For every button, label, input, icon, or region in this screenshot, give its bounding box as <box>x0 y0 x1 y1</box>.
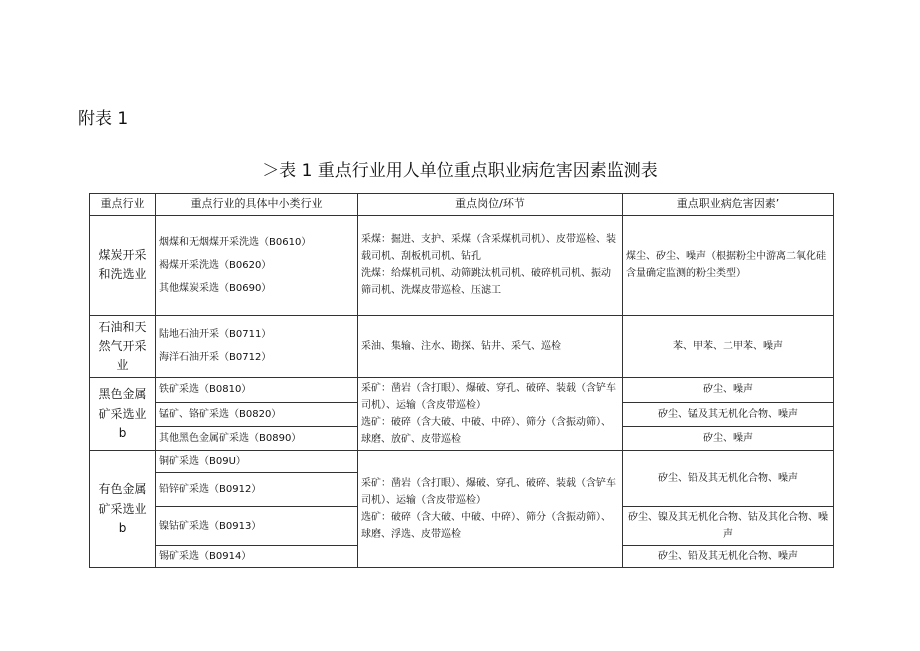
sub-industry-cell: 其他黑色金属矿采选（B0890） <box>156 426 358 450</box>
hazard-factor-cell: 矽尘、铅及其无机化合物、噪声 <box>623 546 834 568</box>
header-row <box>90 194 834 216</box>
post-cell: 采矿：凿岩（含打眼）、爆破、穿孔、破碎、装载（含铲车司机）、运输（含皮带巡检） 选矿：破碎（含大破、中破、中碎）、筛分（含振动筛）、球磨、浮选、皮带巡检 <box>358 451 623 568</box>
sub-industry-item: 海洋石油开采（B0712） <box>159 352 272 364</box>
sub-industry-cell: 锡矿采选（B0914） <box>156 546 358 568</box>
sub-industry-cell: 锰矿、铬矿采选（B0820） <box>156 402 358 426</box>
header-hazard-factor: 重点职业病危害因素ʼ <box>623 194 834 216</box>
table-row-ferrous <box>90 378 834 402</box>
hazard-factor-cell: 矽尘、铅及其无机化合物、噪声 <box>623 451 834 507</box>
industry-cell: 煤炭开采和洗选业 <box>90 215 156 315</box>
hazard-factor-cell: 矽尘、镍及其无机化合物、钴及其化合物、噪声 <box>623 507 834 546</box>
industry-cell: 石油和天然气开采业 <box>90 315 156 378</box>
sub-industry-cell <box>156 315 358 378</box>
sub-industry-item: 其他煤炭采选（B0690） <box>159 282 272 294</box>
sub-industry-item: 褐煤开采洗选（B0620） <box>159 259 272 271</box>
hazard-factor-cell: 矽尘、噪声 <box>623 426 834 450</box>
sub-industry-item: 烟煤和无烟煤开采洗选（B0610） <box>159 236 312 248</box>
table-row-oil <box>90 315 834 378</box>
header-industry: 重点行业 <box>90 194 156 216</box>
hazard-factor-cell: 煤尘、矽尘、噪声（根据粉尘中游离二氧化硅含量确定监测的粉尘类型） <box>623 215 834 315</box>
table-title: ＞表 1 重点行业用人单位重点职业病危害因素监测表 <box>262 161 658 181</box>
hazard-factor-cell: 矽尘、噪声 <box>623 378 834 402</box>
hazard-monitoring-table <box>89 193 834 568</box>
industry-cell: 黑色金属矿采选业 b <box>90 378 156 451</box>
sub-industry-cell: 铅锌矿采选（B0912） <box>156 473 358 507</box>
industry-cell: 有色金属矿采选业 b <box>90 451 156 568</box>
sub-industry-cell <box>156 215 358 315</box>
header-sub-industry: 重点行业的具体中小类行业 <box>156 194 358 216</box>
sub-industry-cell: 镍钴矿采选（B0913） <box>156 507 358 546</box>
post-cell: 采油、集输、注水、勘探、钻井、采气、巡检 <box>358 315 623 378</box>
header-post: 重点岗位/环节 <box>358 194 623 216</box>
appendix-label: 附表 1 <box>78 109 129 129</box>
table-row-nonferrous <box>90 451 834 473</box>
hazard-factor-cell: 矽尘、锰及其无机化合物、噪声 <box>623 402 834 426</box>
table-row-coal <box>90 215 834 315</box>
sub-industry-cell: 铁矿采选（B0810） <box>156 378 358 402</box>
post-cell: 采矿：凿岩（含打眼）、爆破、穿孔、破碎、装载（含铲车司机）、运输（含皮带巡检） 选矿：破碎（含大破、中破、中碎）、筛分（含振动筛）、球磨、放矿、皮带巡检 <box>358 378 623 451</box>
sub-industry-cell: 铜矿采选（B09U） <box>156 451 358 473</box>
hazard-factor-cell: 苯、甲苯、二甲苯、噪声 <box>623 315 834 378</box>
sub-industry-item: 陆地石油开采（B0711） <box>159 329 272 341</box>
post-cell: 采煤：掘进、支护、采煤（含采煤机司机）、皮带巡检、装载司机、刮板机司机、钻孔 洗煤：给煤机司机、动筛跳汰机司机、破碎机司机、振动筛司机、洗煤皮带巡检、压滤工 <box>358 215 623 315</box>
